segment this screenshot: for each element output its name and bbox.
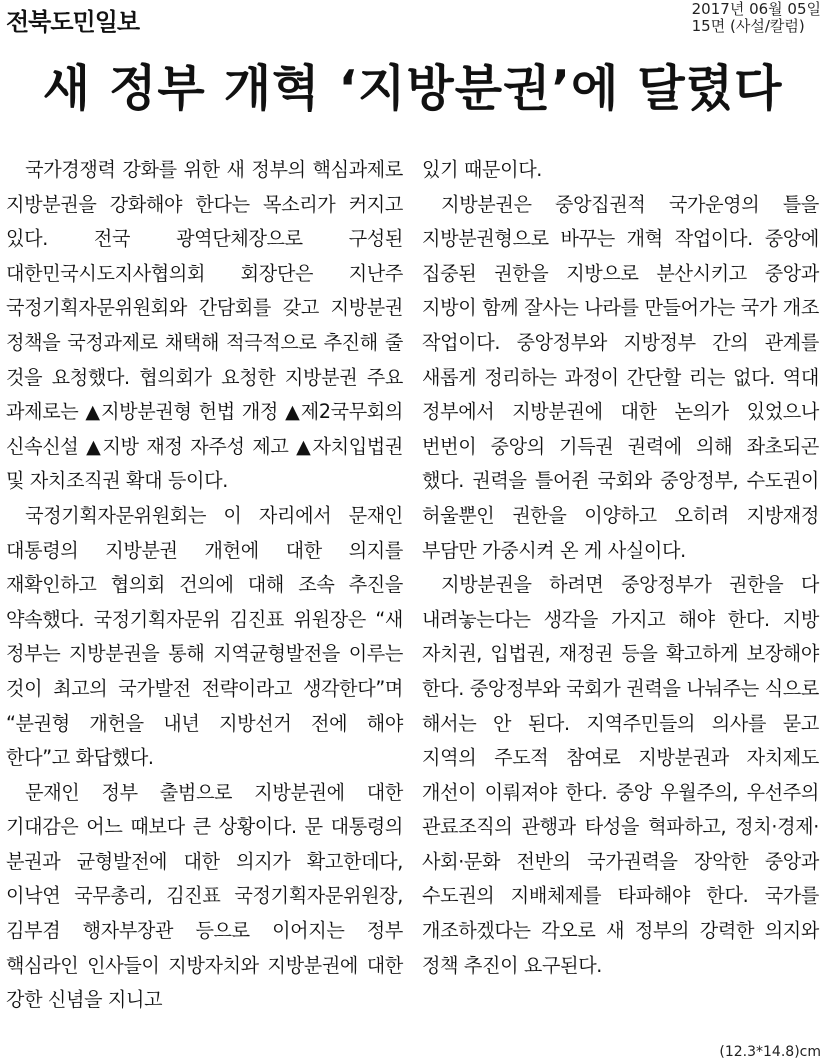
article-headline: 새 정부 개혁 ‘지방분권’에 달렸다 [42, 60, 783, 117]
left-column [6, 153, 403, 1043]
paragraph: 문재인 정부 출범으로 지방분권에 대한 기대감은 어느 때보다 큰 상황이다. 문 대통령의 분권과 균형발전에 대한 의지가 확고한데다, 이낙연 국무총리, 김진표 국정기획자문위원장, 김부겸 행자부장관 등으로 이어지는 정부 핵심라인 인사들이 지방자치와 지방분권에 대한 강한 신념을 지니고 [6, 780, 403, 1012]
page-section: 15면 (사설/칼럼) [691, 17, 805, 35]
publication-date: 2017년 06월 05일 [691, 0, 821, 18]
paragraph: 국가경쟁력 강화를 위한 새 정부의 핵심과제로 지방분권을 강화해야 한다는 목소리가 커지고 있다. 전국 광역단체장으로 구성된 대한민국시도지사협의회 회장단은 지난주 국정기획자문위원회와 간담회를 갖고 지방분권 정책을 국정과제로 채택해 적극적으로 추진해 줄 것을 요청했다. 협의회가 요청한 지방분권 주요 과제로는 ▲지방분권형 헌법 개정 ▲제2국무회의 신속신설 ▲지방 재정 자주성 제고 ▲자치입법권 및 자치조직권 확대 등이다. [6, 158, 403, 493]
newspaper-masthead: 전북도민일보 [6, 7, 140, 36]
paragraph-continuation: 있기 때문이다. [422, 158, 543, 181]
paragraph: 국정기획자문위원회는 이 자리에서 문재인 대통령의 지방분권 개헌에 대한 의지를 재확인하고 협의회 건의에 대해 조속 추진을 약속했다. 국정기획자문위 김진표 위원장은 “새 정부는 지방분권을 통해 지역균형발전을 이루는 것이 최고의 국가발전 전략이라고 생각한다”며 “분권형 개헌을 내년 지방선거 전에 해야 한다”고 화답했다. [6, 503, 403, 770]
publication-meta [692, 1, 821, 35]
paragraph: 지방분권을 하려면 중앙정부가 권한을 다 내려놓는다는 생각을 가지고 해야 한다. 지방 자치권, 입법권, 재정권 등을 확고하게 보장해야 한다. 중앙정부와 국회가 권력을 나눠주는 식으로 해서는 안 된다. 지역주민들의 의사를 묻고 지역의 주도적 참여로 지방분권과 자치제도 개선이 이뤄져야 한다. 중앙 우월주의, 우선주의 관료조직의 관행과 타성을 혁파하고, 정치·경제·사회·문화 전반의 국가권력을 장악한 중앙과 수도권의 지배체제를 타파해야 한다. 국가를 개조하겠다는 각오로 새 정부의 강력한 의지와 정책 추진이 요구된다. [422, 573, 819, 977]
article-body [6, 153, 819, 1043]
clipping-size-note: (12.3*14.8)cm [719, 1044, 821, 1060]
paragraph: 지방분권은 중앙집권적 국가운영의 틀을 지방분권형으로 바꾸는 개혁 작업이다. 중앙에 집중된 권한을 지방으로 분산시키고 중앙과 지방이 함께 잘사는 나라를 만들어가는 국가 개조 작업이다. 중앙정부와 지방정부 간의 관계를 새롭게 정리하는 과정이 간단할 리는 없다. 역대 정부에서 지방분권에 대한 논의가 있었으나 번번이 중앙의 기득권 권력에 의해 좌초되곤 했다. 권력을 틀어쥔 국회와 중앙정부, 수도권이 허울뿐인 권한을 이양하고 오히려 지방재정 부담만 가중시켜 온 게 사실이다. [422, 192, 819, 562]
right-column [422, 153, 819, 1043]
